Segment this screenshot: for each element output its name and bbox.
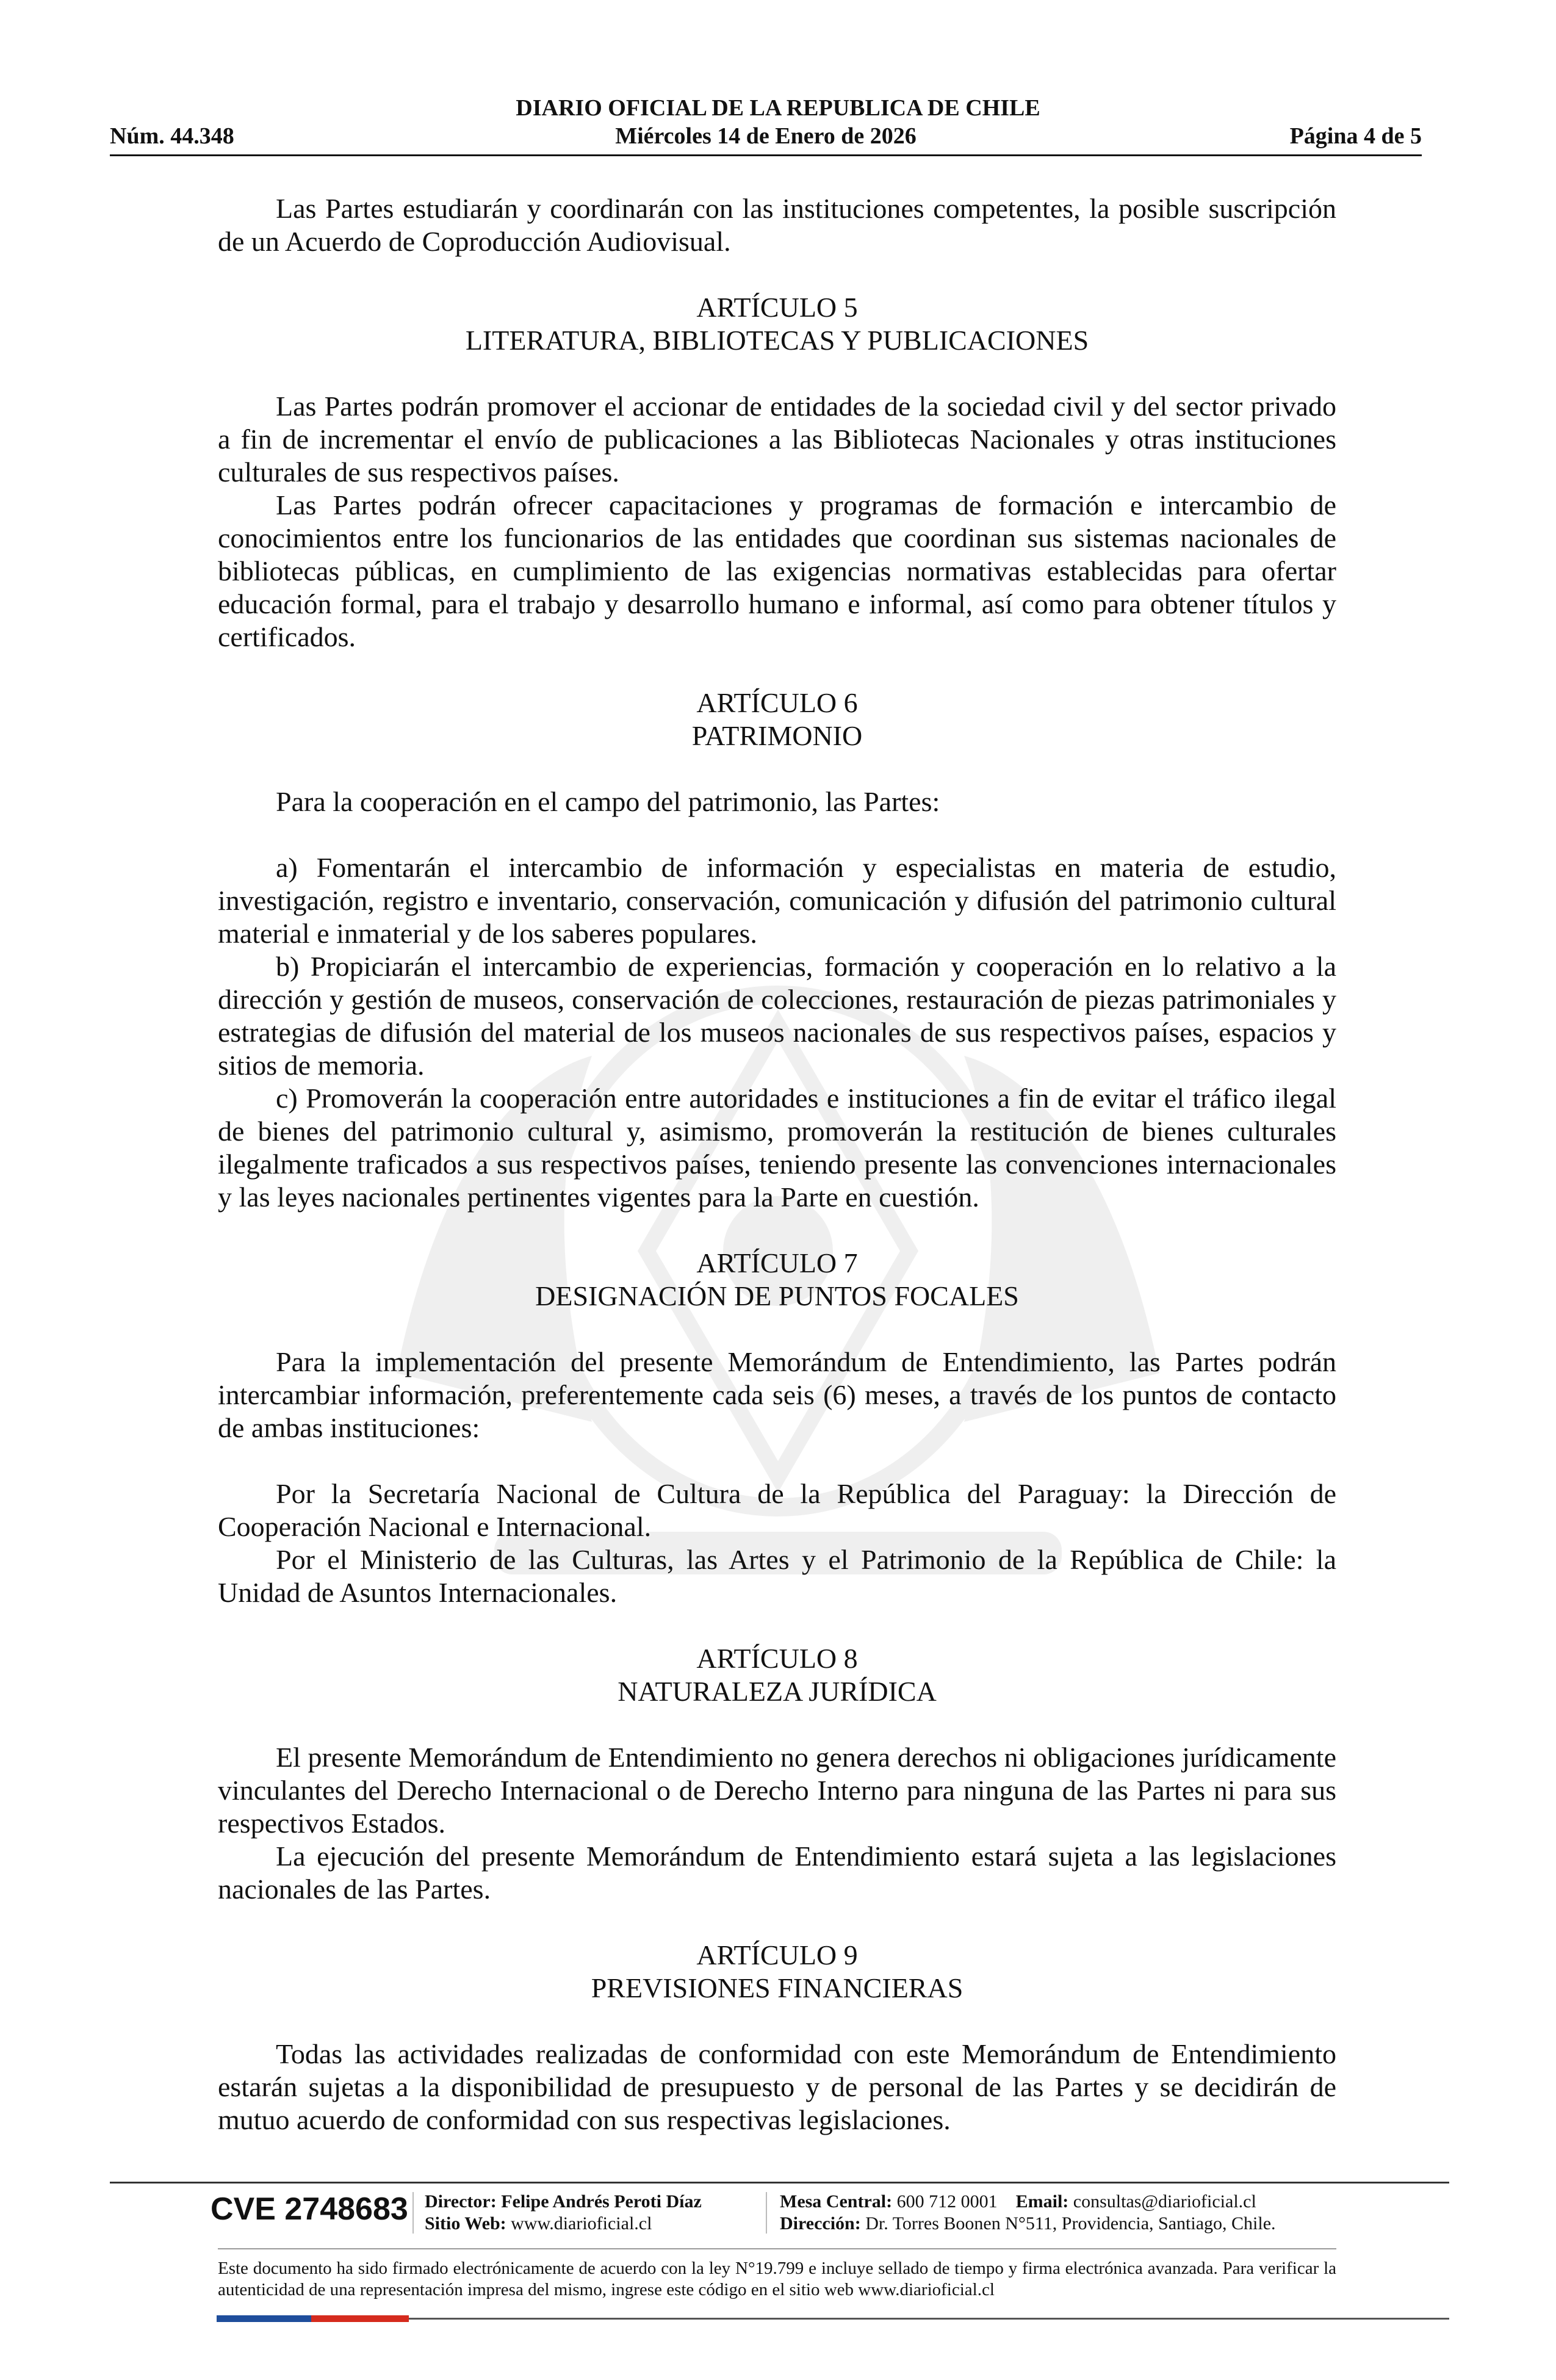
flag-stripe-blue [217, 2315, 311, 2322]
article-7-paragraph-2: Por la Secretaría Nacional de Cultura de la República del Paraguay: la Dirección de Cooperación Nacional e Internacional. [218, 1478, 1336, 1542]
intro-paragraph: Las Partes estudiarán y coordinarán con las instituciones competentes, la posible suscripción de un Acuerdo de Coproducción Audiovisual. [218, 193, 1336, 257]
footer-separator [766, 2192, 767, 2234]
footer-contact-block [780, 2191, 1276, 2235]
article-7-paragraph-1: Para la implementación del presente Memorándum de Entendimiento, las Partes podrán intercambiar información, preferentemente cada seis (6) meses, a través de los puntos de contacto de ambas instituciones: [218, 1346, 1336, 1443]
article-8-heading: ARTÍCULO 8 [696, 1643, 858, 1674]
article-8-paragraph-2: La ejecución del presente Memorándum de Entendimiento estará sujeta a las legislaciones nacionales de las Partes. [218, 1841, 1336, 1905]
director-name: Felipe Andrés Peroti Díaz [501, 2191, 702, 2212]
article-6-heading: ARTÍCULO 6 [696, 687, 858, 718]
director-label: Director: [425, 2191, 497, 2212]
article-6-item-a: a) Fomentarán el intercambio de información y especialistas en materia de estudio, investigación, registro e inventario, conservación, comunicación y difusión del patrimonio cultural material e inmaterial y de los saberes populares. [218, 852, 1336, 949]
article-6-item-b: b) Propiciarán el intercambio de experiencias, formación y cooperación en lo relativo a la dirección y gestión de museos, conservación de colecciones, restauración de piezas patrimoniales y estrategias de difusión del material de los museos nacionales de sus respectivos países, espacios y sitios de memoria. [218, 951, 1336, 1081]
footer-inner-divider [218, 2248, 1336, 2249]
issue-number: Núm. 44.348 [110, 123, 234, 149]
article-9-paragraph-1: Todas las actividades realizadas de conformidad con este Memorándum de Entendimiento estarán sujetas a la disponibilidad de presupuesto y de personal de las Partes y se decidirán de mutuo acuerdo de conformidad con sus respectivas legislaciones. [218, 2038, 1336, 2135]
article-7-heading: ARTÍCULO 7 [696, 1247, 858, 1278]
article-9-title: PREVISIONES FINANCIERAS [591, 1972, 963, 2003]
gazette-title: DIARIO OFICIAL DE LA REPUBLICA DE CHILE [516, 95, 1040, 121]
article-5-heading: ARTÍCULO 5 [696, 292, 858, 323]
footer-divider [110, 2182, 1449, 2183]
article-6-item-c: c) Promoverán la cooperación entre autoridades e instituciones a fin de evitar el tráfico ilegal de bienes del patrimonio cultural y, asimismo, promoverán la restitución de bienes culturales ilegalmente traficados a sus respectivos países, teniendo presente las convenciones internacionales y las leyes nacionales pertinentes vigentes para la Parte en cuestión. [218, 1083, 1336, 1213]
email-link[interactable]: consultas@diarioficial.cl [1073, 2191, 1256, 2212]
mesa-phone: 600 712 0001 [896, 2191, 998, 2212]
footer-separator [412, 2192, 414, 2234]
cve-code: CVE 2748683 [211, 2191, 408, 2227]
article-5-title: LITERATURA, BIBLIOTECAS Y PUBLICACIONES [465, 325, 1089, 356]
document-body [218, 192, 1336, 2137]
footer-director-block [425, 2191, 702, 2235]
issue-date: Miércoles 14 de Enero de 2026 [615, 123, 917, 149]
article-5-paragraph-2: Las Partes podrán ofrecer capacitaciones y programas de formación e intercambio de conocimientos entre los funcionarios de las entidades que coordinan sus sistemas nacionales de bibliotecas públicas, en cumplimiento de las exigencias normativas establecidas para ofertar educación formal, para el trabajo y desarrollo humano e informal, así como para obtener títulos y certificados. [218, 489, 1336, 652]
email-label: Email: [1015, 2191, 1069, 2212]
legal-notice: Este documento ha sido firmado electrónicamente de acuerdo con la ley N°19.799 e incluye sellado de tiempo y firma electrónica avanzada. Para verificar la autenticidad de una representación impresa del mismo, ingrese este código en el sitio web www.diarioficial.cl [218, 2259, 1336, 2299]
article-7-title: DESIGNACIÓN DE PUNTOS FOCALES [535, 1280, 1019, 1311]
address-label: Dirección: [780, 2213, 861, 2234]
site-label: Sitio Web: [425, 2213, 506, 2234]
article-8-title: NATURALEZA JURÍDICA [618, 1676, 937, 1707]
header-divider [110, 154, 1422, 156]
page-number: Página 4 de 5 [1289, 123, 1422, 149]
article-5-paragraph-1: Las Partes podrán promover el accionar de entidades de la sociedad civil y del sector privado a fin de incrementar el envío de publicaciones a las Bibliotecas Nacionales y otras instituciones culturales de sus respectivos países. [218, 391, 1336, 488]
article-9-heading: ARTÍCULO 9 [696, 1939, 858, 1971]
article-6-title: PATRIMONIO [691, 720, 863, 751]
flag-stripe-red [311, 2315, 409, 2322]
article-7-paragraph-3: Por el Ministerio de las Culturas, las Artes y el Patrimonio de la República de Chile: la Unidad de Asuntos Internacionales. [218, 1544, 1336, 1608]
article-8-paragraph-1: El presente Memorándum de Entendimiento no genera derechos ni obligaciones jurídicamente vinculantes del Derecho Internacional o de Derecho Interno para ninguna de las Partes ni para sus respectivos Estados. [218, 1742, 1336, 1839]
footer-bottom-line [409, 2318, 1449, 2320]
site-link[interactable]: www.diarioficial.cl [511, 2213, 652, 2234]
address-text: Dr. Torres Boonen N°511, Providencia, Santiago, Chile. [865, 2213, 1276, 2234]
article-6-lead: Para la cooperación en el campo del patrimonio, las Partes: [276, 786, 940, 817]
mesa-label: Mesa Central: [780, 2191, 893, 2212]
